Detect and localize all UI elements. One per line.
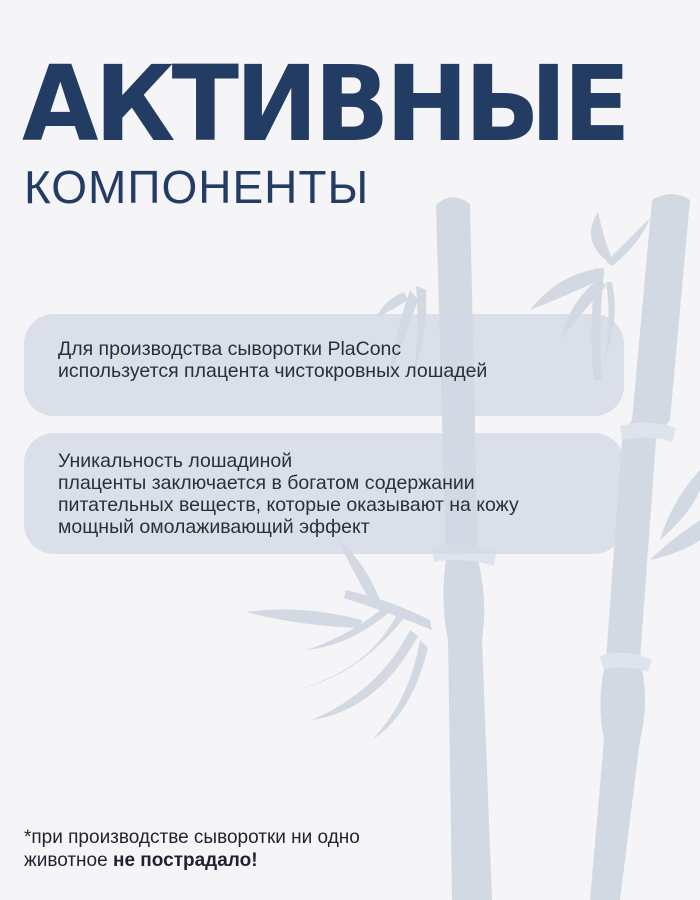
page-subtitle: КОМПОНЕНТЫ: [24, 161, 370, 213]
card-text-line: Уникальность лошадиной: [58, 450, 293, 472]
footnote: [24, 826, 360, 872]
card-text-line: питательных веществ, которые оказывают на кожу: [58, 494, 519, 516]
footnote-emphasis: не пострадало!: [112, 850, 258, 871]
card-text-line: используется плацента чистокровных лошадей: [58, 360, 488, 382]
footnote-line-1: *при производстве сыворотки ни одно: [24, 827, 360, 848]
card-text-line: Для производства сыворотки PlaConc: [58, 338, 402, 360]
page-title: АКТИВНЫЕ: [22, 43, 627, 165]
info-card-placenta-benefits: [24, 433, 624, 554]
footnote-line-2-regular: животное: [24, 850, 113, 871]
info-card-placenta-source: [24, 314, 624, 416]
card-text-line: плаценты заключается в богатом содержании: [58, 472, 475, 494]
card-text-line: мощный омолаживающий эффект: [58, 516, 370, 538]
